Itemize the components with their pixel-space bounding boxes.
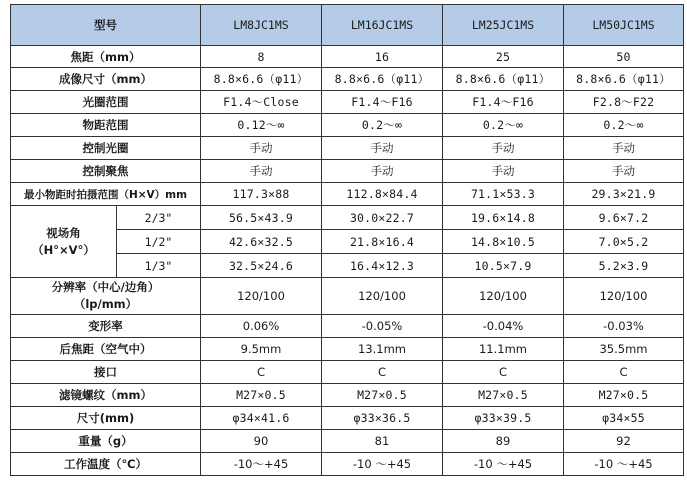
cell: -0.03% (564, 315, 684, 338)
cell: 手动 (443, 137, 564, 160)
cell: 19.6×14.8 (443, 206, 564, 230)
row-label-object-distance: 物距范围 (11, 114, 201, 137)
cell: 32.5×24.6 (201, 254, 322, 278)
resolution-label-line1: 分辨率（中心/边角） (51, 280, 160, 294)
cell: 0.12～∞ (201, 114, 322, 137)
header-model-4: LM50JC1MS (564, 5, 684, 46)
cell: 8 (201, 46, 322, 68)
lens-spec-table (10, 4, 684, 476)
header-model-1: LM8JC1MS (201, 5, 322, 46)
cell: 56.5×43.9 (201, 206, 322, 230)
row-label-focus-control: 控制聚焦 (11, 160, 201, 183)
cell: C (564, 361, 684, 384)
cell: M27×0.5 (201, 384, 322, 407)
cell: -10 ～+45 (564, 453, 684, 476)
row-label-fov (11, 206, 117, 278)
row-label-distortion: 变形率 (11, 315, 201, 338)
row-label-aperture: 光圈范围 (11, 91, 201, 114)
cell: φ33×36.5 (322, 407, 443, 430)
cell: -0.05% (322, 315, 443, 338)
row-label-min-field: 最小物距时拍摄范围（H×V）mm (11, 183, 201, 206)
cell: -10 ～+45 (443, 453, 564, 476)
row-label-weight: 重量（g） (11, 430, 201, 453)
table-row (11, 68, 684, 91)
cell: 13.1mm (322, 338, 443, 361)
cell: 9.6×7.2 (564, 206, 684, 230)
fov-sensor-size: 1/3" (117, 254, 201, 278)
cell: 120/100 (322, 278, 443, 315)
cell: 90 (201, 430, 322, 453)
cell: 120/100 (201, 278, 322, 315)
cell: F2.8～F22 (564, 91, 684, 114)
table-row (11, 407, 684, 430)
cell: 0.2～∞ (322, 114, 443, 137)
table-row (11, 338, 684, 361)
row-label-mount: 接口 (11, 361, 201, 384)
resolution-label-line2: （lp/mm） (73, 297, 138, 311)
table-row (11, 46, 684, 68)
row-label-dimension: 尺寸(mm) (11, 407, 201, 430)
cell: 14.8×10.5 (443, 230, 564, 254)
cell: F1.4～F16 (322, 91, 443, 114)
table-row (11, 453, 684, 476)
cell: 0.2～∞ (443, 114, 564, 137)
row-label-image-size: 成像尺寸（mm） (11, 68, 201, 91)
cell: C (201, 361, 322, 384)
table-row (11, 315, 684, 338)
cell: 16.4×12.3 (322, 254, 443, 278)
cell: 16 (322, 46, 443, 68)
row-label-filter-thread: 滤镜螺纹（mm） (11, 384, 201, 407)
cell: 89 (443, 430, 564, 453)
table-row (11, 114, 684, 137)
cell: 30.0×22.7 (322, 206, 443, 230)
cell: F1.4～F16 (443, 91, 564, 114)
cell: 71.1×53.3 (443, 183, 564, 206)
table-row (11, 361, 684, 384)
cell: 8.8×6.6（φ11） (322, 68, 443, 91)
cell: 50 (564, 46, 684, 68)
row-label-resolution (11, 278, 201, 315)
cell: F1.4～Close (201, 91, 322, 114)
cell: 92 (564, 430, 684, 453)
header-model-3: LM25JC1MS (443, 5, 564, 46)
cell: 手动 (564, 137, 684, 160)
cell: -10～+45 (201, 453, 322, 476)
cell: -0.04% (443, 315, 564, 338)
cell: 8.8×6.6（φ11） (443, 68, 564, 91)
cell: M27×0.5 (564, 384, 684, 407)
table-row (11, 183, 684, 206)
cell: 117.3×88 (201, 183, 322, 206)
cell: -10 ～+45 (322, 453, 443, 476)
row-label-iris-control: 控制光圈 (11, 137, 201, 160)
cell: M27×0.5 (322, 384, 443, 407)
row-label-temperature: 工作温度（℃） (11, 453, 201, 476)
cell: C (443, 361, 564, 384)
table-row (11, 160, 684, 183)
cell: 手动 (201, 137, 322, 160)
table-row (11, 384, 684, 407)
cell: 25 (443, 46, 564, 68)
row-label-back-focal: 后焦距（空气中） (11, 338, 201, 361)
cell: 手动 (201, 160, 322, 183)
fov-label-line2: （H°×V°） (32, 242, 95, 257)
fov-sensor-size: 1/2" (117, 230, 201, 254)
table-row (11, 278, 684, 315)
cell: C (322, 361, 443, 384)
cell: 35.5mm (564, 338, 684, 361)
table-header-row (11, 5, 684, 46)
table-row (11, 430, 684, 453)
header-model-label: 型号 (11, 5, 201, 46)
cell: 0.06% (201, 315, 322, 338)
cell: 112.8×84.4 (322, 183, 443, 206)
cell: 0.2～∞ (564, 114, 684, 137)
cell: M27×0.5 (443, 384, 564, 407)
table-row (11, 91, 684, 114)
cell: 7.0×5.2 (564, 230, 684, 254)
cell: 手动 (322, 160, 443, 183)
cell: 120/100 (443, 278, 564, 315)
cell: 11.1mm (443, 338, 564, 361)
row-label-focal: 焦距（mm） (11, 46, 201, 68)
cell: 8.8×6.6（φ11） (201, 68, 322, 91)
table-row (11, 137, 684, 160)
cell: 10.5×7.9 (443, 254, 564, 278)
cell: 21.8×16.4 (322, 230, 443, 254)
cell: 8.8×6.6（φ11） (564, 68, 684, 91)
table-row (11, 206, 684, 230)
cell: φ34×41.6 (201, 407, 322, 430)
cell: 120/100 (564, 278, 684, 315)
header-model-2: LM16JC1MS (322, 5, 443, 46)
cell: φ33×39.5 (443, 407, 564, 430)
spec-sheet (10, 4, 684, 476)
fov-label-line1: 视场角 (46, 225, 81, 240)
cell: 手动 (564, 160, 684, 183)
cell: φ34×55 (564, 407, 684, 430)
cell: 5.2×3.9 (564, 254, 684, 278)
cell: 29.3×21.9 (564, 183, 684, 206)
cell: 42.6×32.5 (201, 230, 322, 254)
fov-sensor-size: 2/3" (117, 206, 201, 230)
cell: 81 (322, 430, 443, 453)
cell: 手动 (443, 160, 564, 183)
cell: 手动 (322, 137, 443, 160)
cell: 9.5mm (201, 338, 322, 361)
